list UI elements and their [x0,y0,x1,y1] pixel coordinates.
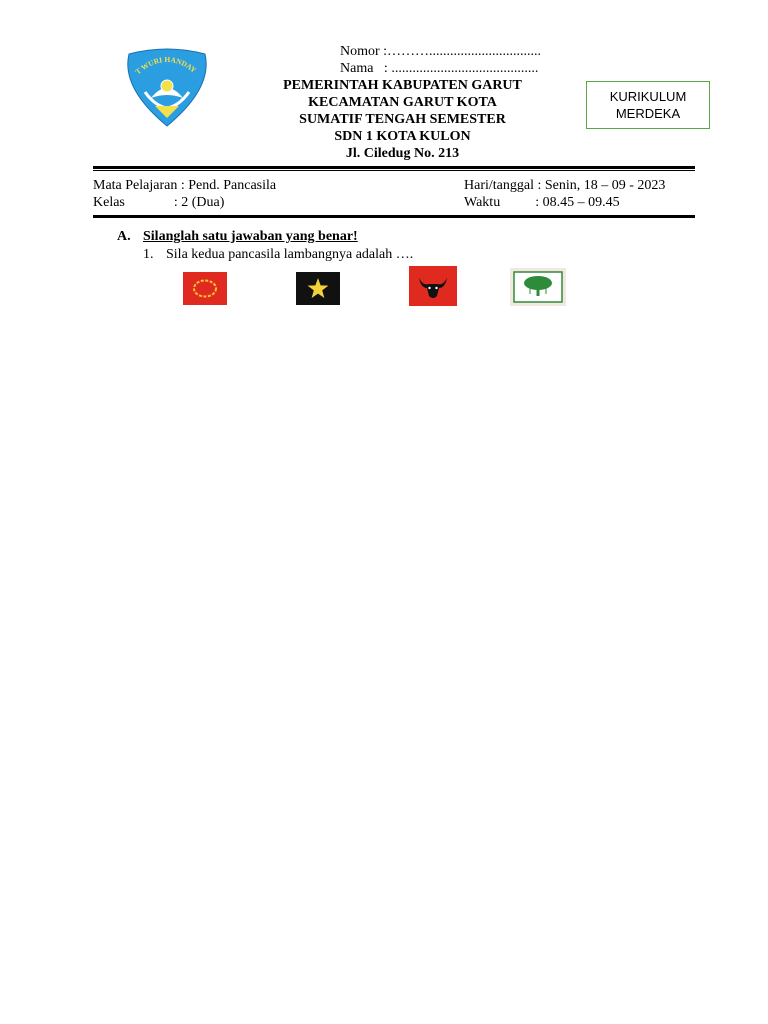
section-a-letter: A. [117,229,131,244]
kepala-banteng-icon[interactable] [409,266,457,306]
header-rule-top [93,166,695,169]
header-sumatif: SUMATIF TENGAH SEMESTER [299,112,506,127]
tut-wuri-handayani-logo [121,48,213,128]
svg-text:TUT WURI HANDAYANI: T WURI HANDAY [133,54,198,77]
bintang-icon[interactable] [296,272,340,305]
kelas: Kelas : 2 (Dua) [93,195,225,210]
info-rule-bottom [93,215,695,218]
kurikulum-badge [586,81,710,129]
section-a-title: Silanglah satu jawaban yang benar! [143,229,358,244]
pohon-beringin-icon[interactable] [510,268,566,306]
badge-line-1: KURIKULUM [609,89,687,104]
hari-tanggal: Hari/tanggal : Senin, 18 – 09 - 2023 [464,178,666,193]
header-sekolah: SDN 1 KOTA KULON [334,129,471,144]
nama-field: Nama : .......................................... [340,61,539,76]
mata-pelajaran: Mata Pelajaran : Pend. Pancasila [93,178,277,193]
badge-line-2: MERDEKA [615,106,681,121]
nomor-field: Nomor :………................................ [340,44,542,59]
rantai-icon[interactable] [183,272,227,305]
header-alamat: Jl. Ciledug No. 213 [345,146,460,161]
waktu: Waktu : 08.45 – 09.45 [464,195,620,210]
header-rule-top-thin [93,170,695,171]
question-text: Sila kedua pancasila lambangnya adalah …. [166,247,414,262]
question-number: 1. [143,247,154,262]
header-pemerintah: PEMERINTAH KABUPATEN GARUT [283,78,522,93]
header-kecamatan: KECAMATAN GARUT KOTA [308,95,497,110]
